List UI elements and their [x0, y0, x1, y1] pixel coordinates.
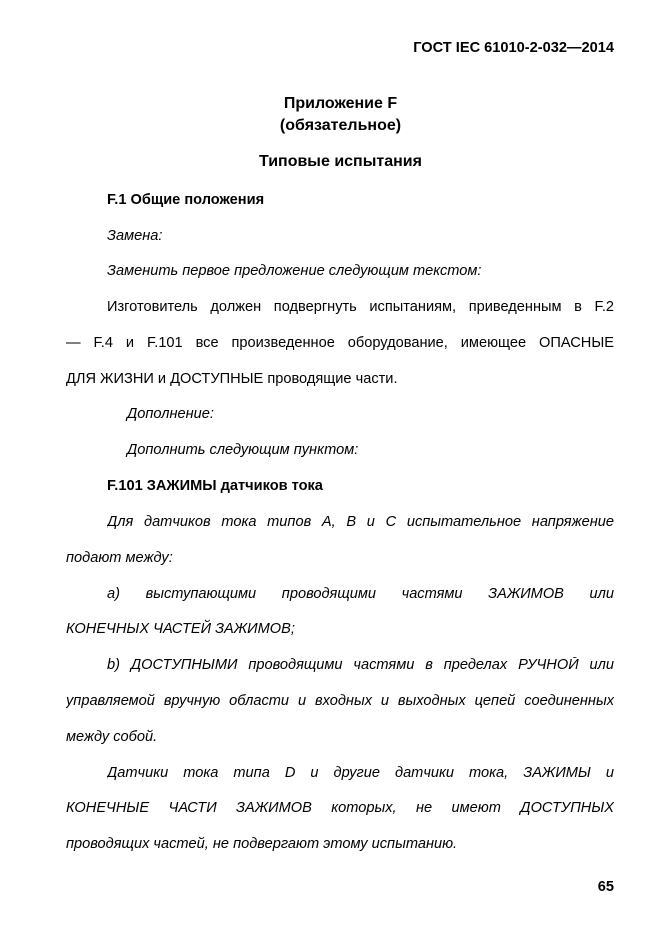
paragraph-line: ДЛЯ ЖИЗНИ и ДОСТУПНЫЕ проводящие части.	[66, 371, 398, 387]
list-item-a-continued: КОНЕЧНЫХ ЧАСТЕЙ ЗАЖИМОВ;	[66, 621, 295, 637]
page-number: 65	[597, 879, 614, 895]
appendix-subtitle: (обязательное)	[279, 117, 402, 134]
appendix-heading: Типовые испытания	[259, 153, 422, 170]
appendix-title: Приложение F	[283, 95, 398, 112]
list-item-b: b) ДОСТУПНЫМИ проводящими частями в пределах РУЧНОЙ или	[107, 657, 614, 673]
paragraph-line: — F.4 и F.101 все произведенное оборудование, имеющее ОПАСНЫЕ	[66, 335, 614, 351]
paragraph-line: Изготовитель должен подвергнуть испытаниям, приведенным в F.2	[107, 299, 614, 315]
paragraph-line: КОНЕЧНЫЕ ЧАСТИ ЗАЖИМОВ которых, не имеют ДОСТУПНЫХ	[66, 800, 614, 816]
section-f101-title: F.101 ЗАЖИМЫ датчиков тока	[107, 478, 323, 494]
label-addition: Дополнение:	[127, 406, 214, 422]
list-item-a: a) выступающими проводящими частями ЗАЖИМОВ или	[107, 586, 614, 602]
standard-code: ГОСТ IEC 61010-2-032—2014	[413, 40, 614, 56]
list-item-b-continued: управляемой вручную области и входных и выходных цепей соединенных	[66, 693, 614, 709]
label-replace: Замена:	[107, 228, 163, 244]
section-f1-title: F.1 Общие положения	[107, 192, 265, 208]
addition-instruction: Дополнить следующим пунктом:	[127, 442, 359, 458]
paragraph-line: подают между:	[66, 550, 173, 566]
replace-instruction: Заменить первое предложение следующим текстом:	[107, 263, 482, 279]
list-item-b-continued: между собой.	[66, 729, 158, 745]
paragraph-line: Датчики тока типа D и другие датчики тока, ЗАЖИМЫ и	[107, 765, 614, 781]
paragraph-line: Для датчиков тока типов A, B и C испытательное напряжение	[107, 514, 614, 530]
paragraph-line: проводящих частей, не подвергают этому испытанию.	[66, 836, 458, 852]
